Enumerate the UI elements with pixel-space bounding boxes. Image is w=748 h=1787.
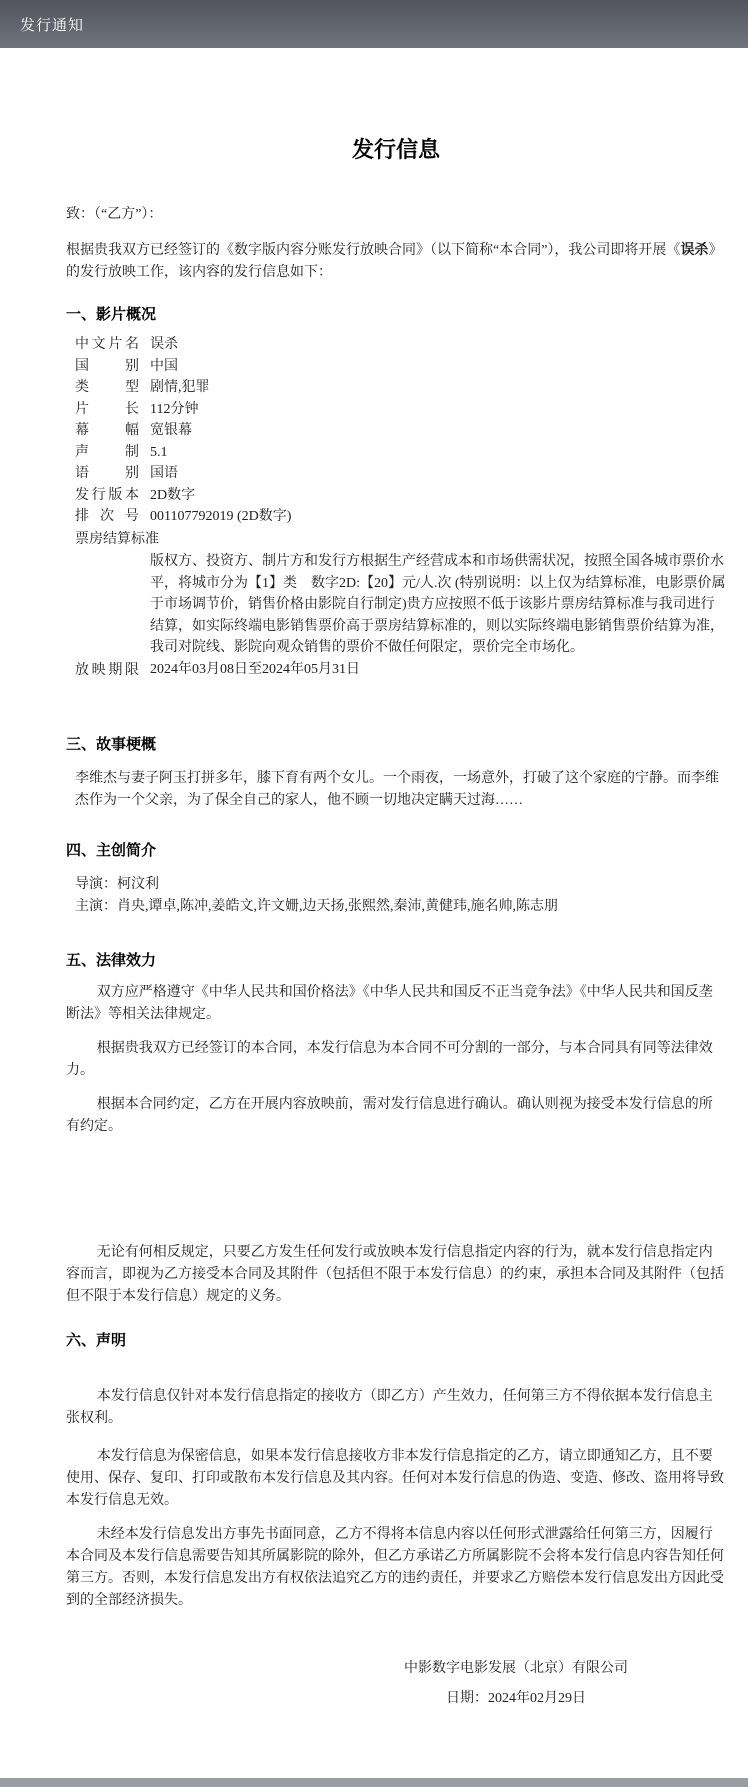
table-row-release-period (75, 659, 726, 681)
company-name: 中影数字电影发展（北京）有限公司 (404, 1661, 628, 1676)
section-heading-legal: 五、法律效力 (66, 952, 157, 969)
cast-line: 主演：肖央,谭卓,陈冲,姜皓文,许文姗,边天扬,张熙然,秦沛,黄健玮,施名帅,陈志朋 (75, 899, 558, 914)
intro-paragraph (66, 240, 726, 284)
row-value: 宽银幕 (150, 423, 192, 438)
table-row (75, 377, 726, 399)
film-info-table (66, 334, 726, 680)
section-heading-film-overview: 一、影片概况 (66, 306, 157, 323)
row-label: 放映期限 (75, 660, 139, 677)
row-label: 排次号 (75, 509, 139, 524)
intro-text-pre: 根据贵我双方已经签订的《数字版内容分账发行放映合同》（以下简称“本合同”），我公司即将开展《 (66, 243, 681, 258)
row-value: 国语 (150, 466, 178, 481)
film-title-inline: 误杀 (680, 243, 709, 258)
row-label: 幕幅 (75, 423, 139, 438)
signature-block (404, 1658, 628, 1710)
row-value: 中国 (150, 358, 178, 374)
row-value: 2024年03月08日至2024年05月31日 (150, 661, 360, 677)
settlement-standard-label: 票房结算标准 (75, 529, 159, 546)
legal-paragraph: 无论有何相反规定，只要乙方发生任何发行或放映本发行信息指定内容的行为，就本发行信息指定内容而言，即视为乙方接受本合同及其附件（包括但不限于本发行信息）的约束，承担本合同及其附件（包括但不限于本发行信息）规定的义务。 (66, 1245, 724, 1304)
table-row (75, 485, 726, 507)
row-label: 国别 (75, 358, 139, 374)
document-page (0, 136, 748, 1710)
row-label: 声制 (75, 444, 139, 460)
row-value: 2D数字 (150, 487, 196, 503)
row-value: 剧情,犯罪 (150, 380, 210, 395)
section-heading-credits: 四、主创简介 (66, 842, 157, 859)
table-row (75, 334, 726, 356)
table-row (75, 356, 726, 378)
section-heading-story: 三、故事梗概 (66, 736, 157, 753)
app-header-bar (0, 0, 748, 48)
row-value: 112分钟 (150, 401, 199, 417)
row-label: 中文片名 (75, 337, 139, 352)
table-row (75, 420, 726, 442)
row-label: 类型 (75, 380, 139, 395)
row-value: 001107792019 (2D数字) (150, 509, 292, 524)
table-row (75, 463, 726, 485)
app-header-title: 发行通知 (20, 16, 85, 34)
statement-paragraph: 本发行信息为保密信息，如果本发行信息接收方非本发行信息指定的乙方，请立即通知乙方，且不要使用、保存、复印、打印或散布本发行信息及其内容。任何对本发行信息的伪造、变造、修改、盗用将导致本发行信息无效。 (66, 1449, 724, 1508)
section-heading-statement: 六、声明 (66, 1332, 127, 1349)
director-line: 导演：柯汶利 (75, 877, 159, 892)
statement-paragraph: 本发行信息仅针对本发行信息指定的接收方（即乙方）产生效力，任何第三方不得依据本发行信息主张权利。 (66, 1389, 713, 1426)
row-label: 语别 (75, 466, 139, 481)
table-row (75, 506, 726, 528)
legal-paragraph: 根据贵我双方已经签订的本合同，本发行信息为本合同不可分割的一部分，与本合同具有同等法律效力。 (66, 1041, 713, 1078)
issue-date: 日期：2024年02月29日 (446, 1691, 586, 1706)
legal-paragraph: 根据本合同约定，乙方在开展内容放映前，需对发行信息进行确认。确认则视为接受本发行信息的所有约定。 (66, 1097, 713, 1134)
document-title: 发行信息 (351, 137, 440, 162)
salutation-line: 致：（“乙方”）： (66, 207, 163, 222)
bottom-gray-bar (0, 1778, 748, 1787)
table-row (75, 442, 726, 464)
credits-block (75, 874, 726, 918)
legal-paragraph: 双方应严格遵守《中华人民共和国价格法》《中华人民共和国反不正当竞争法》《中华人民共和国反垄断法》等相关法律规定。 (66, 985, 713, 1022)
row-value: 误杀 (150, 337, 178, 352)
story-synopsis: 李维杰与妻子阿玉打拼多年，膝下育有两个女儿。一个雨夜，一场意外，打破了这个家庭的宁静。而李维杰作为一个父亲，为了保全自己的家人，他不顾一切地决定瞒天过海…… (75, 771, 719, 808)
row-label: 片长 (75, 401, 139, 417)
row-label: 发行版本 (75, 487, 139, 503)
statement-paragraph: 未经本发行信息发出方事先书面同意，乙方不得将本信息内容以任何形式泄露给任何第三方，因履行本合同及本发行信息需要告知其所属影院的除外，但乙方承诺乙方所属影院不会将本发行信息内容告知任何第三方。否则，本发行信息发出方有权依法追究乙方的违约责任，并要求乙方赔偿本发行信息发出方因此受到的全部经济损失。 (66, 1527, 724, 1608)
table-row (75, 399, 726, 421)
settlement-standard-text: 版权方、投资方、制片方和发行方根据生产经营成本和市场供需状况，按照全国各城市票价水平，将城市分为【1】类 数字2D:【20】元/人.次 (特别说明：以上仅为结算标准，电影票价属于市场调节价，销售价格由影院自行制定)贵方应按照不低于该影片票房结算标准与我司进行结算，如实际终端电影销售票价高于票房结算标准的，则以实际终端电影销售票价结算为准，我司对院线、影院向观众销售的票价不做任何限定，票价完全市场化。 (150, 554, 726, 655)
row-value: 5.1 (150, 444, 168, 460)
intro-text-post: 》的发行放映工作，该内容的发行信息如下： (66, 243, 723, 280)
